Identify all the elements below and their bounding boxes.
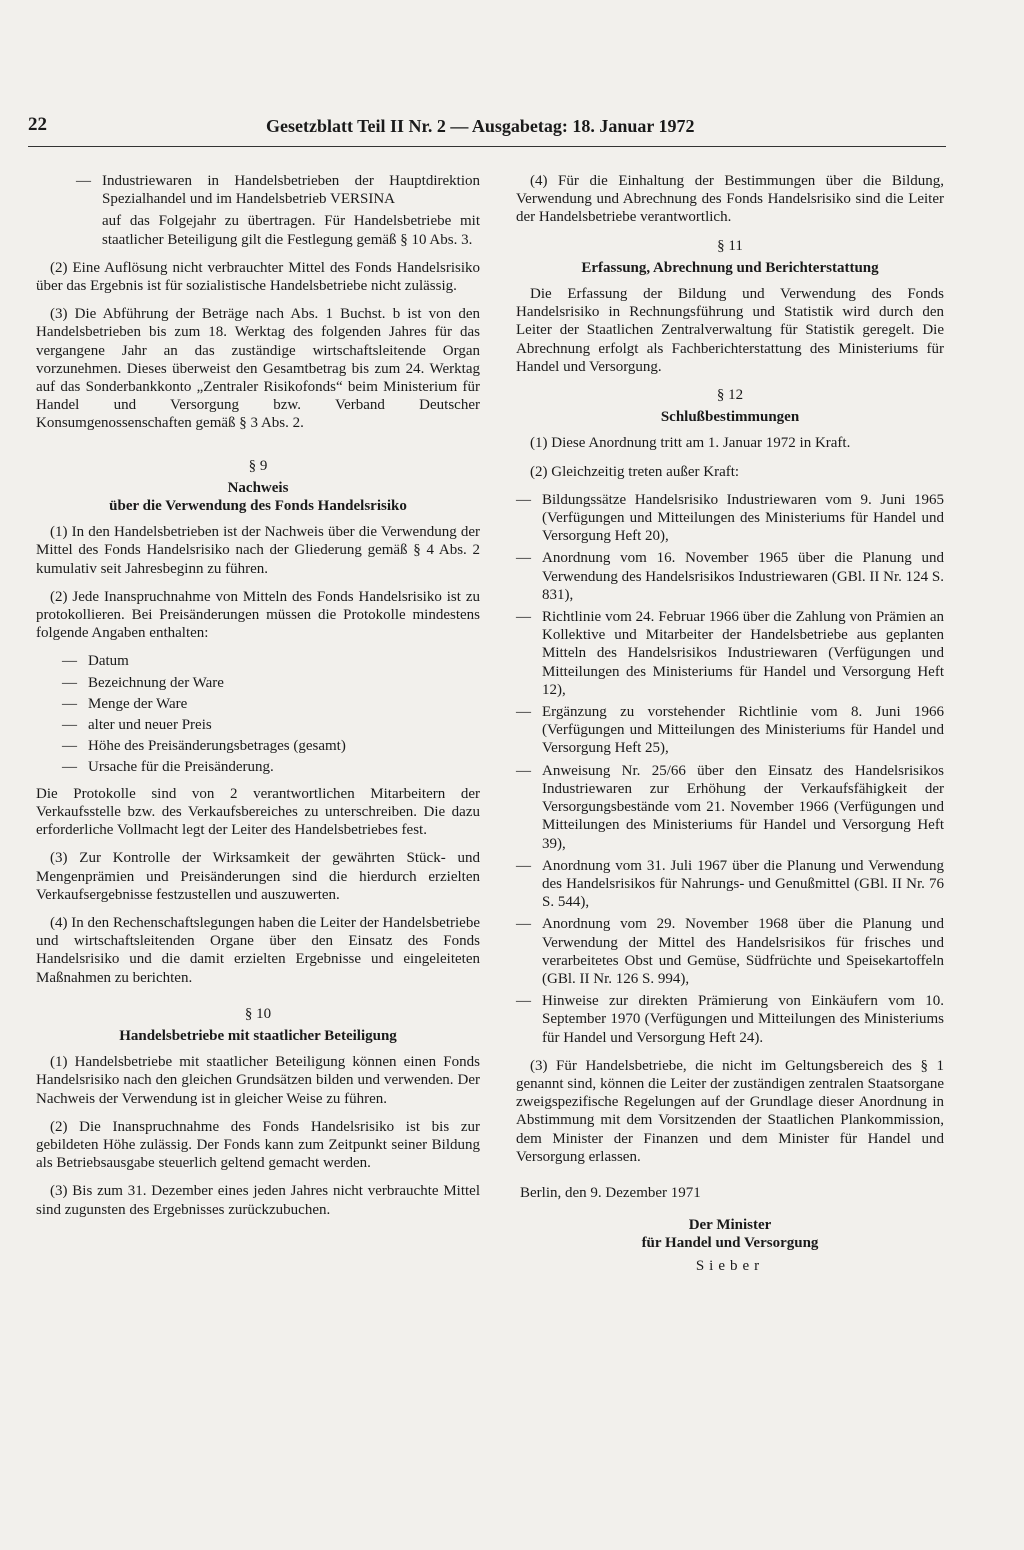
list-item: — Hinweise zur direkten Prämierung von Einkäufern vom 10. September 1970 (Verfügungen und Mitteilungen des Ministeriums für Handel und Versorgung Heft 24). [516,992,944,1047]
section-9-title-2: über die Verwendung des Fonds Handelsrisiko [109,498,407,515]
section-12-paragraph-3: (3) Für Handelsbetriebe, die nicht im Geltungsbereich des § 1 genannt sind, können die Leiter der zuständigen zentralen Staatsorgane zweigspezifische Regelungen auf der Grundlage dieser Anordnung in Abstimmung mit dem Vorsitzenden der Staatlichen Plankommission, dem Minister der Finanzen und dem Minister für Handel und Versorgung erlassen. [516,1057,944,1165]
page-number: 22 [28,114,47,135]
list-item: — Ergänzung zu vorstehender Richtlinie vom 8. Juni 1966 (Verfügungen und Mitteilungen des Ministeriums für Handel und Versorgung Heft 25), [516,703,944,758]
page-header [28,108,946,147]
right-column [516,172,944,1275]
signer-name: Sieber [695,1257,765,1274]
list-item: — Anordnung vom 16. November 1965 über die Planung und Verwendung des Handelsrisikos Industriewaren (GBl. II Nr. 124 S. 831), [516,549,944,604]
section-9-number: § 9 [248,457,268,474]
section-12-title: Schlußbestimmungen [660,409,800,426]
signature-title-1: Der Minister [688,1217,772,1234]
list-item: — Bildungssätze Handelsrisiko Industriewaren vom 9. Juni 1965 (Verfügungen und Mitteilungen des Ministeriums für Handel und Versorgung Heft 20), [516,491,944,546]
section-10-paragraph-4: (4) Für die Einhaltung der Bestimmungen über die Bildung, Verwendung und Abrechnung des Fonds Handelsrisiko sind die Leiter der Handelsbetriebe verantwortlich. [516,173,944,226]
section-12-paragraph-1: (1) Diese Anordnung tritt am 1. Januar 1972 in Kraft. [530,435,851,452]
list-item: — Bezeichnung der Ware [62,674,480,692]
repealed-regulations-list [516,491,944,1047]
section-10-paragraph-3: (3) Bis zum 31. Dezember eines jeden Jahres nicht verbrauchte Mittel sind zugunsten des Ergebnisses zurückzubuchen. [36,1183,480,1218]
section-9-paragraph-1: (1) In den Handelsbetrieben ist der Nachweis über die Verwendung der Mittel des Fonds Handelsrisiko nach der Gliederung gemäß § 4 Abs. 2 kumulativ seit Jahresbeginn zu führen. [36,524,480,577]
header-title: Gesetzblatt Teil II Nr. 2 — Ausgabetag: 18. Januar 1972 [266,116,695,136]
section-11-paragraph: Die Erfassung der Bildung und Verwendung des Fonds Handelsrisiko in Rechnungsführung und Statistik wird durch den Leiter der Staatlichen Zentralverwaltung für Statistik geregelt. Die Abrechnung erfolgt als Fachberichterstattung des Ministeriums für Handel und Versorgung. [516,286,944,375]
section-10-title: Handelsbetriebe mit staatlicher Beteiligung [119,1027,397,1044]
section-9-paragraph-2: (2) Jede Inanspruchnahme von Mitteln des Fonds Handelsrisiko ist zu protokollieren. Bei Preisänderungen müssen die Protokolle mindestens folgende Angaben enthalten: [36,588,480,642]
section-11-number: § 11 [717,237,743,254]
section-12-number: § 12 [716,387,744,404]
paragraph-3: (3) Die Abführung der Beträge nach Abs. 1 Buchst. b ist von den Handelsbetrieben bis zum 18. Werktag des folgenden Jahres für das vergangene Jahr an das zuständige wirtschaftsleitende Organ vorzunehmen. Dieses überweist den Gesamtbetrag bis zum 24. Werktag auf das Sonderbankkonto „Zentraler Risikofonds“ beim Ministerium für Handel und Versorgung bzw. Verband Deutscher Konsumgenossenschaften gemäß § 3 Abs. 2. [36,306,480,432]
section-11-title: Erfassung, Abrechnung und Berichterstattung [581,259,879,276]
left-column [36,172,480,1229]
section-10-paragraph-2: (2) Die Inanspruchnahme des Fonds Handelsrisiko ist bis zur gebildeten Höhe zulässig. Der Fonds kann zum Zeitpunkt seiner Bildung als Betriebsausgabe steuerlich geltend gemacht werden. [36,1118,480,1172]
section-9-paragraph-2b: Die Protokolle sind von 2 verantwortlichen Mitarbeitern der Verkaufsstelle bzw. des Verkaufsbereiches zu unterschreiben. Die dazu erforderliche Vollmacht legt der Leiter des Handelsbetriebes fest. [36,785,480,839]
list-item: — Anordnung vom 31. Juli 1967 über die Planung und Verwendung des Handelsrisikos für Nahrungs- und Genußmittel (GBl. II Nr. 76 S. 544), [516,857,944,912]
section-10-number: § 10 [244,1005,272,1022]
list-item: — alter und neuer Preis [62,716,480,734]
list-item: — Anordnung vom 29. November 1968 über die Planung und Verwendung der Mittel des Handelsrisikos für frisches und verarbeitetes Obst und Gemüse, Südfrüchte und Speisekartoffeln (GBl. II Nr. 126 S. 994), [516,915,944,988]
paragraph-2: (2) Eine Auflösung nicht verbrauchter Mittel des Fonds Handelsrisiko über das Ergebnis ist für sozialistische Handelsbetriebe nicht zulässig. [36,259,480,295]
list-item: — Anweisung Nr. 25/66 über den Einsatz des Handelsrisikos Industriewaren zur Erhöhung der Verkaufsfähigkeit der Versorgungsbestände vom 21. November 1966 (Verfügungen und Mitteilungen des Ministeriums für Handel und Versorgung Heft 39), [516,762,944,853]
list-item: — Industriewaren in Handelsbetrieben der Hauptdirektion Spezialhandel und im Handelsbetrieb VERSINA [76,172,480,208]
signature-title-2: für Handel und Versorgung [641,1235,819,1252]
list-item: — Menge der Ware [62,695,480,713]
paragraph-continuation: auf das Folgejahr zu übertragen. Für Handelsbetriebe mit staatlicher Beteiligung gilt die Festlegung gemäß § 10 Abs. 3. [102,213,480,248]
section-9-title-1: Nachweis [227,479,289,496]
list-item: — Richtlinie vom 24. Februar 1966 über die Zahlung von Prämien an Kollektive und Mitarbeiter der Handelsbetriebe aus geplanten Mitteln des Handelsrisikos Industriewaren (Verfügungen und Mitteilungen des Ministeriums für Handel und Versorgung Heft 12), [516,608,944,699]
signature-place-date: Berlin, den 9. Dezember 1971 [520,1184,701,1201]
section-9-paragraph-4: (4) In den Rechenschaftslegungen haben die Leiter der Handelsbetriebe und wirtschaftsleitenden Organe über den Einsatz des Fonds Handelsrisiko und die damit erzielten Ergebnisse und eingeleiteten Maßnahmen zu berichten. [36,914,480,986]
list-item: — Höhe des Preisänderungsbetrages (gesamt) [62,737,480,755]
section-9-paragraph-3: (3) Zur Kontrolle der Wirksamkeit der gewährten Stück- und Mengenprämien und Preisänderungen sind die hierdurch erzielten Verkaufsergebnisse festzustellen und auszuwerten. [36,850,480,903]
list-item: — Ursache für die Preisänderung. [62,758,480,776]
section-10-paragraph-1: (1) Handelsbetriebe mit staatlicher Beteiligung können einen Fonds Handelsrisiko nach den gleichen Grundsätzen bilden und verwenden. Der Nachweis der Verwendung ist in gleicher Weise zu führen. [36,1054,480,1107]
section-12-paragraph-2: (2) Gleichzeitig treten außer Kraft: [530,463,740,480]
protocol-fields-list [62,652,480,776]
list-item: — Datum [62,652,480,670]
